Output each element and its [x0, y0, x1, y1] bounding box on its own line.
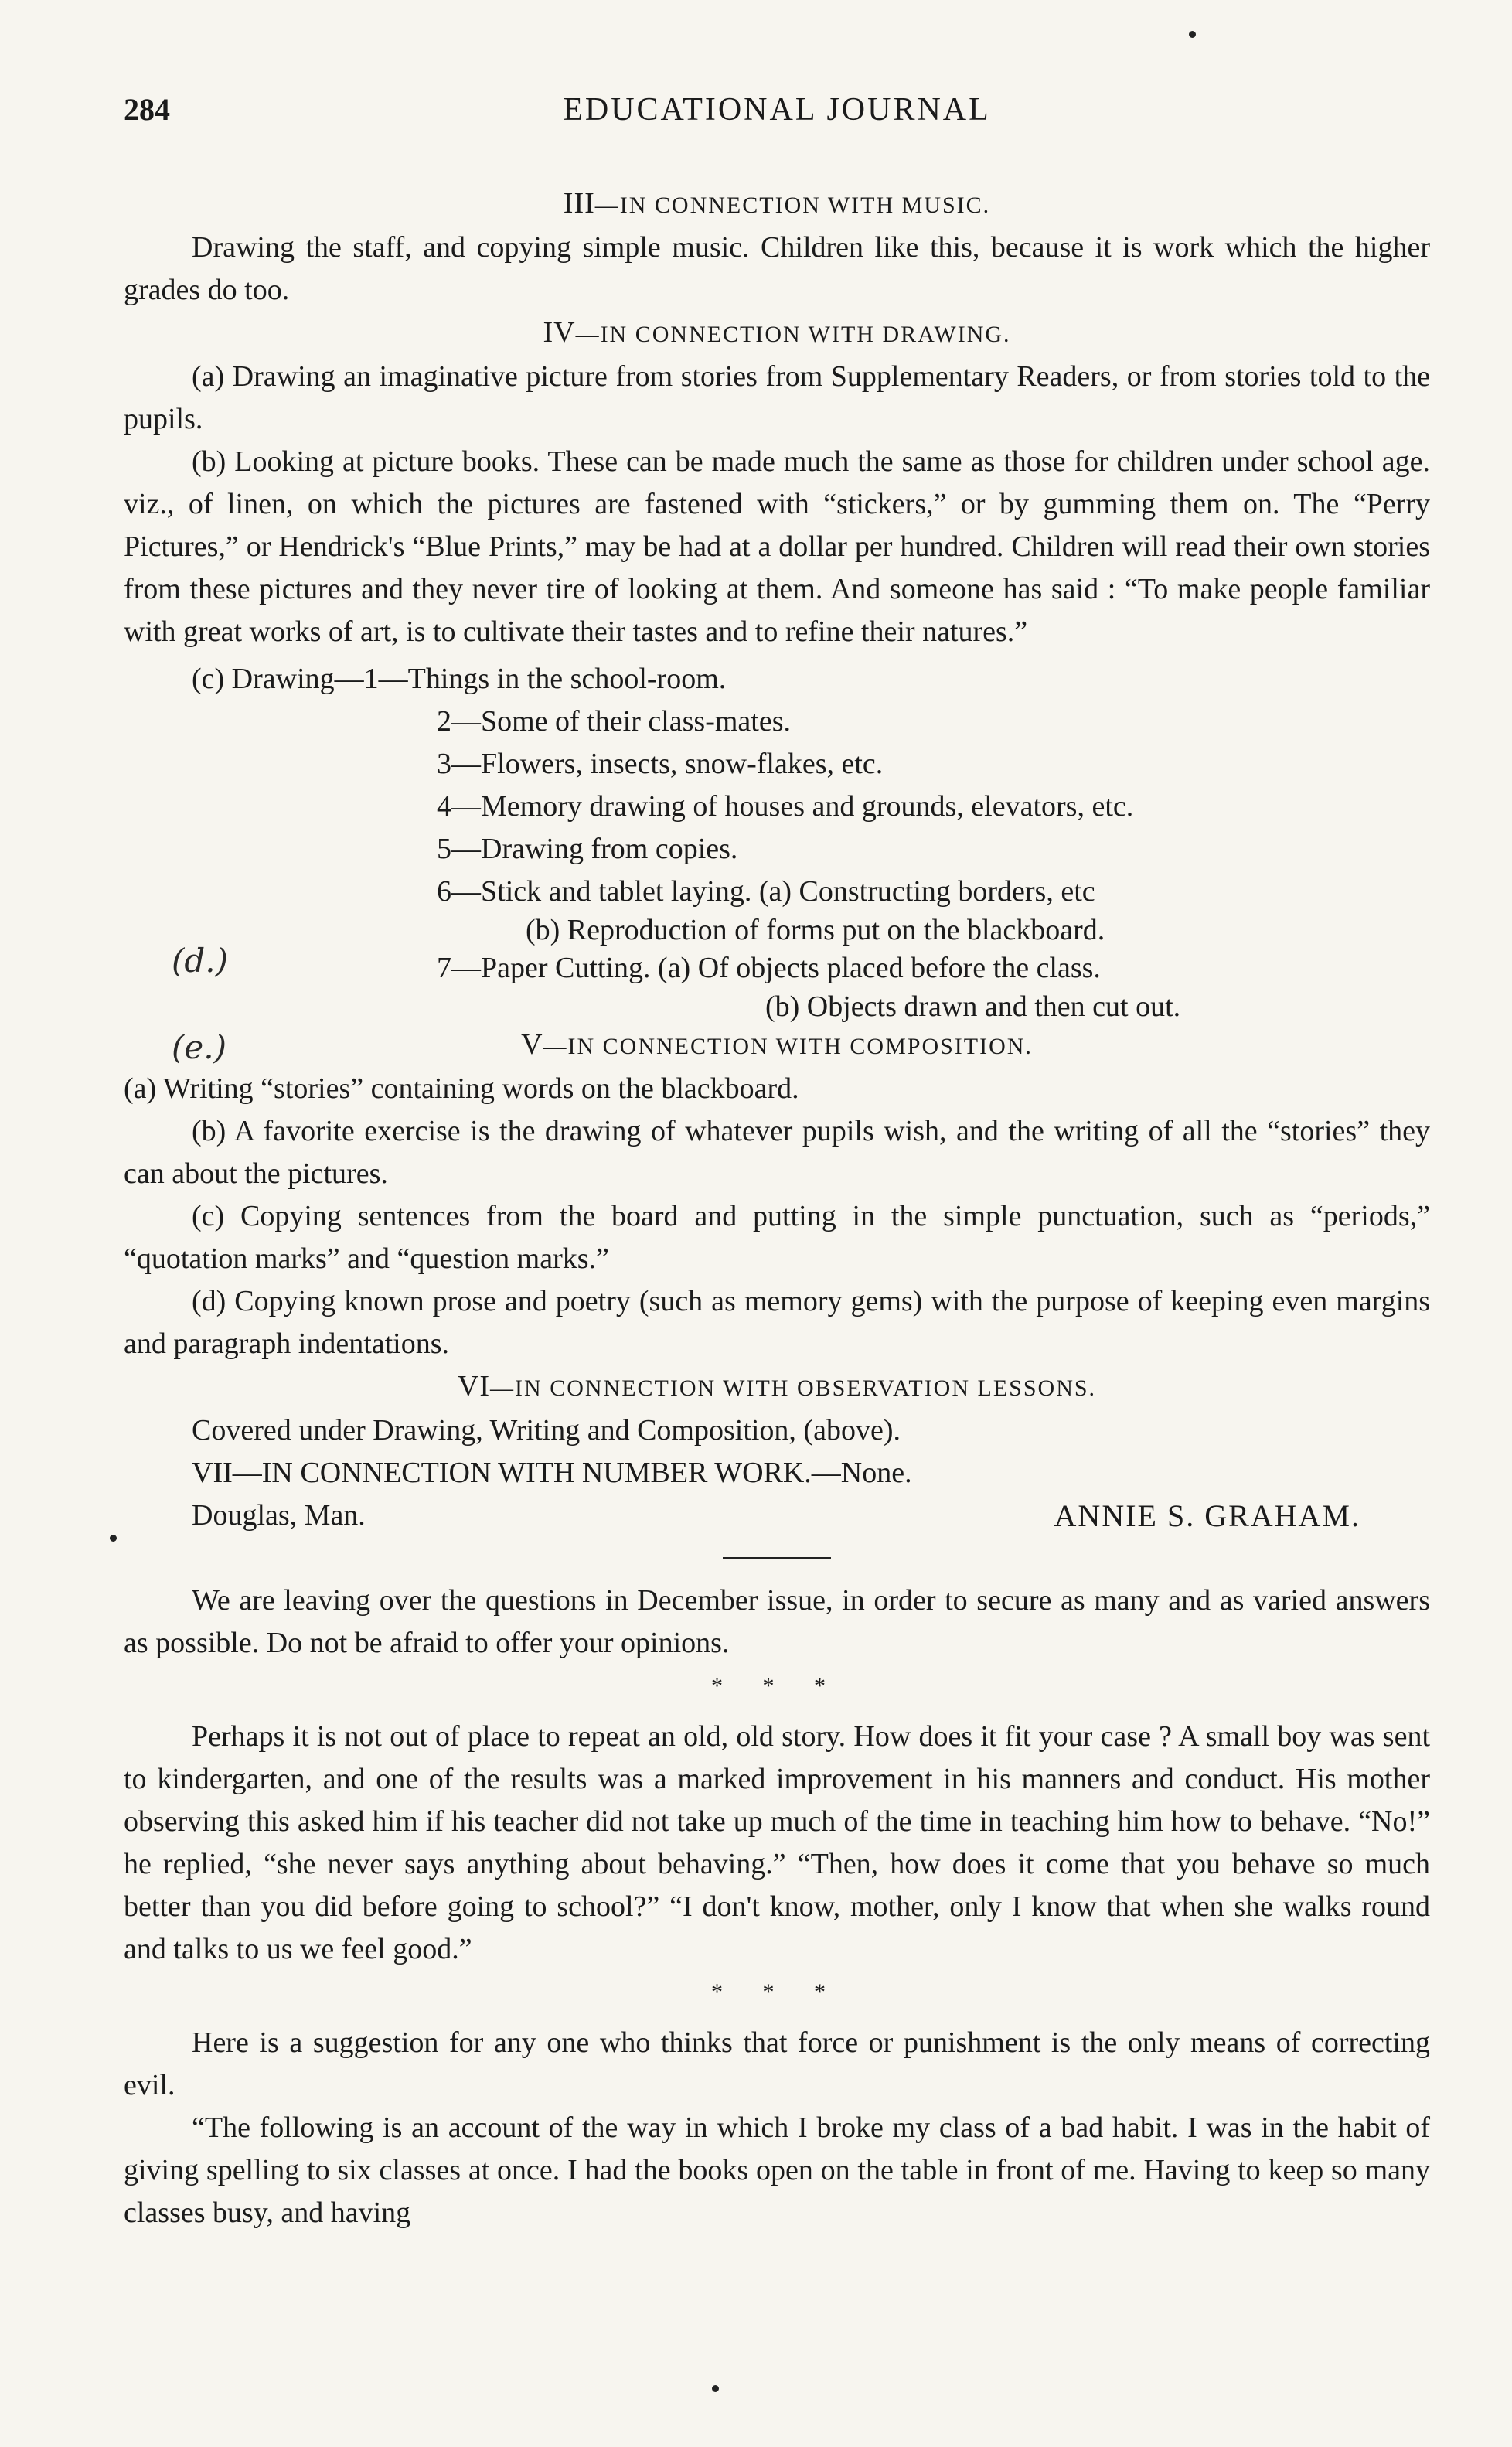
- list-item: (c) Drawing—1—Things in the school-room.: [192, 663, 727, 695]
- paragraph: (a) Writing “stories” containing words on the blackboard.: [124, 1072, 799, 1105]
- list-item: 3—Flowers, insects, snow-flakes, etc.: [437, 748, 884, 780]
- editor-note: We are leaving over the questions in December issue, in order to secure as many and as varied answers as possible. Do not be afraid to offer your opinions.: [124, 1584, 1430, 1659]
- star-separator: * * *: [711, 1979, 843, 2005]
- article-body: [124, 182, 1430, 2234]
- paragraph: Covered under Drawing, Writing and Composition, (above).: [192, 1414, 901, 1447]
- number-work-line: VII—IN CONNECTION WITH NUMBER WORK.—None.: [192, 1457, 912, 1489]
- list-item: (b) Reproduction of forms put on the blackboard.: [526, 914, 1105, 946]
- section-heading-composition: V—IN CONNECTION WITH COMPOSITION.: [521, 1028, 1033, 1061]
- list-item: 6—Stick and tablet laying. (a) Constructing borders, etc: [437, 875, 1095, 908]
- author-name: ANNIE S. GRAHAM.: [1054, 1498, 1360, 1533]
- ink-dot: [110, 1535, 117, 1542]
- star-separator: * * *: [711, 1673, 843, 1699]
- margin-note-d: (d.): [172, 942, 229, 980]
- paragraph: (d) Copying known prose and poetry (such as memory gems) with the purpose of keeping even margins and paragraph indentations.: [124, 1285, 1430, 1360]
- paragraph: (a) Drawing an imaginative picture from stories from Supplementary Readers, or from stories told to the pupils.: [124, 360, 1430, 435]
- signature-line: [124, 1494, 1430, 1537]
- place: Douglas, Man.: [192, 1499, 366, 1532]
- paragraph: (c) Copying sentences from the board and putting in the simple punctuation, such as “periods,” “quotation marks” and “question marks.”: [124, 1200, 1430, 1275]
- list-item: 7—Paper Cutting. (a) Of objects placed before the class.: [437, 952, 1101, 984]
- paragraph: Here is a suggestion for any one who thinks that force or punishment is the only means of correcting evil.: [124, 2026, 1430, 2101]
- section-heading-music: III—IN CONNECTION WITH MUSIC.: [563, 187, 991, 220]
- margin-note-e: (e.): [172, 1028, 226, 1066]
- paragraph: Drawing the staff, and copying simple music. Children like this, because it is work which the higher grades do too.: [124, 231, 1430, 306]
- section-heading-observation: VI—IN CONNECTION WITH OBSERVATION LESSONS.: [457, 1370, 1097, 1402]
- section-heading-drawing: IV—IN CONNECTION WITH DRAWING.: [543, 316, 1011, 349]
- journal-page: [124, 0, 1430, 2447]
- list-item: 4—Memory drawing of houses and grounds, elevators, etc.: [437, 790, 1134, 823]
- list-item: 2—Some of their class-mates.: [437, 705, 792, 738]
- page-header: [124, 91, 1430, 138]
- list-item: (b) Objects drawn and then cut out.: [765, 990, 1181, 1023]
- divider-rule: [723, 1557, 831, 1559]
- paragraph: “The following is an account of the way in which I broke my class of a bad habit. I was in the habit of giving spelling to six classes at once. I had the books open on the table in front of me. Having to keep so many classes busy, and having: [124, 2111, 1430, 2229]
- page-number: 284: [124, 92, 170, 127]
- paragraph: (b) A favorite exercise is the drawing of whatever pupils wish, and the writing of all the “stories” they can about the pictures.: [124, 1115, 1430, 1190]
- running-title: EDUCATIONAL JOURNAL: [563, 92, 991, 128]
- paragraph: Perhaps it is not out of place to repeat an old, old story. How does it fit your case ? A small boy was sent to kindergarten, and one of the results was a marked improvement in his manners and conduct. His mother observing this asked him if his teacher did not take up much of the time in teaching him how to behave. “No!” he replied, “she never says anything about behaving.” “Then, how does it come that you behave so much better than you did before going to school?” “I don't know, mother, only I know that when she walks round and talks to us we feel good.”: [124, 1720, 1430, 1965]
- paragraph: (b) Looking at picture books. These can be made much the same as those for children under school age. viz., of linen, on which the pictures are fastened with “stickers,” or by gumming them on. The “Perry Pictures,” or Hendrick's “Blue Prints,” may be had at a dollar per hundred. Children will read their own stories from these pictures and they never tire of looking at them. And someone has said : “To make people familiar with great works of art, is to cultivate their tastes and to refine their natures.”: [124, 445, 1430, 648]
- list-item: 5—Drawing from copies.: [437, 833, 738, 865]
